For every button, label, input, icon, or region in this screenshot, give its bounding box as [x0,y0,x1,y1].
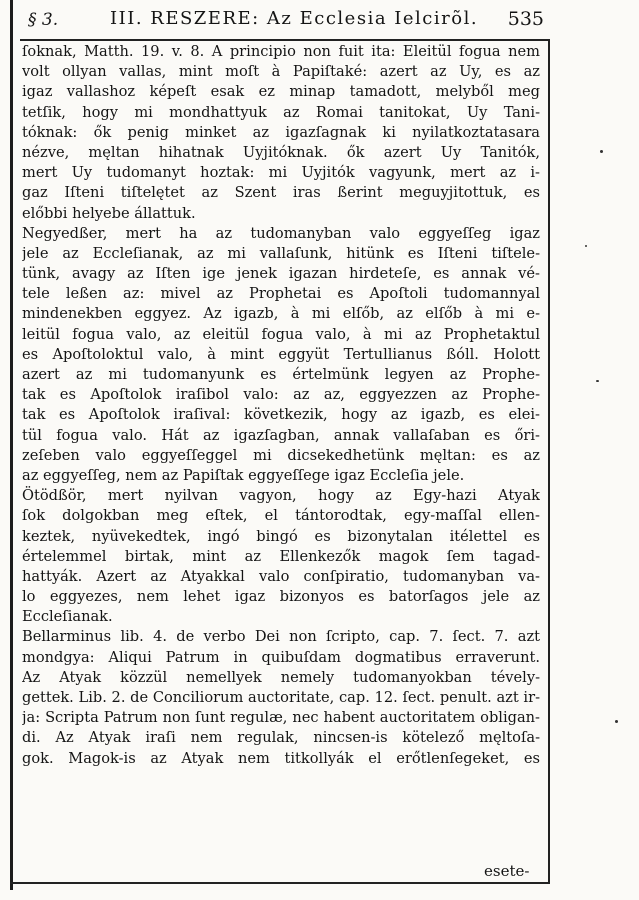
text-line: di. Az Atyak iraſi nem regulak, nincsen-is kötelező męltoſa- [22,729,540,747]
page-number: 535 [507,8,544,30]
text-line: leitül fogua valo, az eleitül fogua valo, à mi az Prophetaktul [22,325,540,343]
header-rule [20,39,550,41]
text-line: mindenekben eggyez. Az igazb, à mi elſőb, az elſőb à mi e- [22,305,540,323]
text-line: az eggyeſſeg, nem az Papiſtak eggyeſſege igaz Eccleſia jele. [22,466,465,484]
text-line: keztek, nyüvekedtek, ingó bingó es bizonytalan itélettel es [22,527,540,545]
ink-speck [615,720,618,723]
text-line: hattyák. Azert az Atyakkal valo conſpiratio, tudomanyban va- [22,567,540,585]
text-line: mert Uy tudomanyt hoztak: mi Uyjitók vagyunk, mert az i- [22,164,540,182]
text-line: nézve, męltan hihatnak Uyjitóknak. ők azert Uy Tanitók, [22,143,540,161]
bottom-rule [10,882,550,884]
text-line: tele leßen az: mivel az Prophetai es Apoſtoli tudomannyal [22,285,540,303]
text-line: Negyedßer, mert ha az tudomanyban valo eggyeſſeg igaz [22,224,540,242]
text-line: tak es Apoſtolok iraſival: következik, hogy az igazb, es elei- [22,406,540,424]
text-line: Bellarminus lib. 4. de verbo Dei non ſcripto, cap. 7. ſect. 7. azt [22,628,540,646]
text-line: gaz Iſteni tiſtelętet az Szent iras ßerint meguyjitottuk, es [22,184,540,202]
running-header [20,4,550,38]
text-line: jele az Eccleſianak, az mi vallaſunk, hitünk es Iſteni tiſtele- [22,244,540,262]
text-line: ſok dolgokban meg eſtek, el tántorodtak, egy-maſſal ellen- [22,507,540,525]
text-line: Eccleſianak. [22,608,113,626]
section-marker: § 3. [28,10,59,30]
text-line: ſoknak, Matth. 19. v. 8. A principio non fuit ita: Eleitül fogua nem [22,43,540,60]
text-line: Ötödßör, mert nyilvan vagyon, hogy az Egy-hazi Atyak [22,487,540,505]
text-line: tóknak: ők penig minket az igazſagnak ki nyilatkoztatasara [22,123,540,141]
text-line: előbbi helyebe állattuk. [22,204,196,222]
text-line: es Apoſtoloktul valo, à mint eggyüt Tertullianus ßóll. Holott [22,345,540,363]
text-line: ja: Scripta Patrum non ſunt regulæ, nec habent auctoritatem obligan- [22,709,540,727]
catchword: esete- [484,862,530,880]
text-line: gok. Magok-is az Atyak nem titkollyák el erőtlenſegeket, es [22,749,540,767]
text-line: tetſik, hogy mi mondhattyuk az Romai tanitokat, Uy Tani- [22,103,540,121]
text-line: mondgya: Aliqui Patrum in quibuſdam dogmatibus erraverunt. [22,648,540,666]
text-line: azert az mi tudomanyunk es értelmünk legyen az Prophe- [22,366,540,383]
ink-speck [585,245,587,247]
text-line: gettek. Lib. 2. de Conciliorum auctoritate, cap. 12. ſect. penult. azt ir- [22,689,540,706]
text-line: igaz vallashoz képeſt esak ez minap tamadott, melyből meg [22,83,540,101]
text-line: értelemmel birtak, mint az Ellenkezők magok ſem tagad- [22,547,540,565]
left-margin-rule [10,0,13,890]
ink-speck [596,380,599,382]
running-title: III. RESZERE: Az Ecclesia Ielcirõl. [110,8,479,29]
text-line: volt ollyan vallas, mint moſt à Papiſtaké: azert az Uy, es az [22,63,540,81]
text-line: zeſeben valo eggyeſſeggel mi dicsekedhetünk męltan: es az [22,446,540,464]
right-margin-rule [548,40,550,882]
ink-speck [600,150,603,153]
body-text [22,42,540,769]
text-line: Az Atyak közzül nemellyek nemely tudomanyokban tévely- [22,668,540,686]
text-line: tül fogua valo. Hát az igazſagban, annak vallaſaban es őri- [22,426,540,444]
text-line: tünk, avagy az Iſten ige jenek igazan hirdeteſe, es annak vé- [22,265,540,283]
text-line: lo eggyezes, nem lehet igaz bizonyos es batorſagos jele az [22,588,540,606]
text-line: tak es Apoſtolok iraſibol valo: az az, eggyezzen az Prophe- [22,386,540,404]
